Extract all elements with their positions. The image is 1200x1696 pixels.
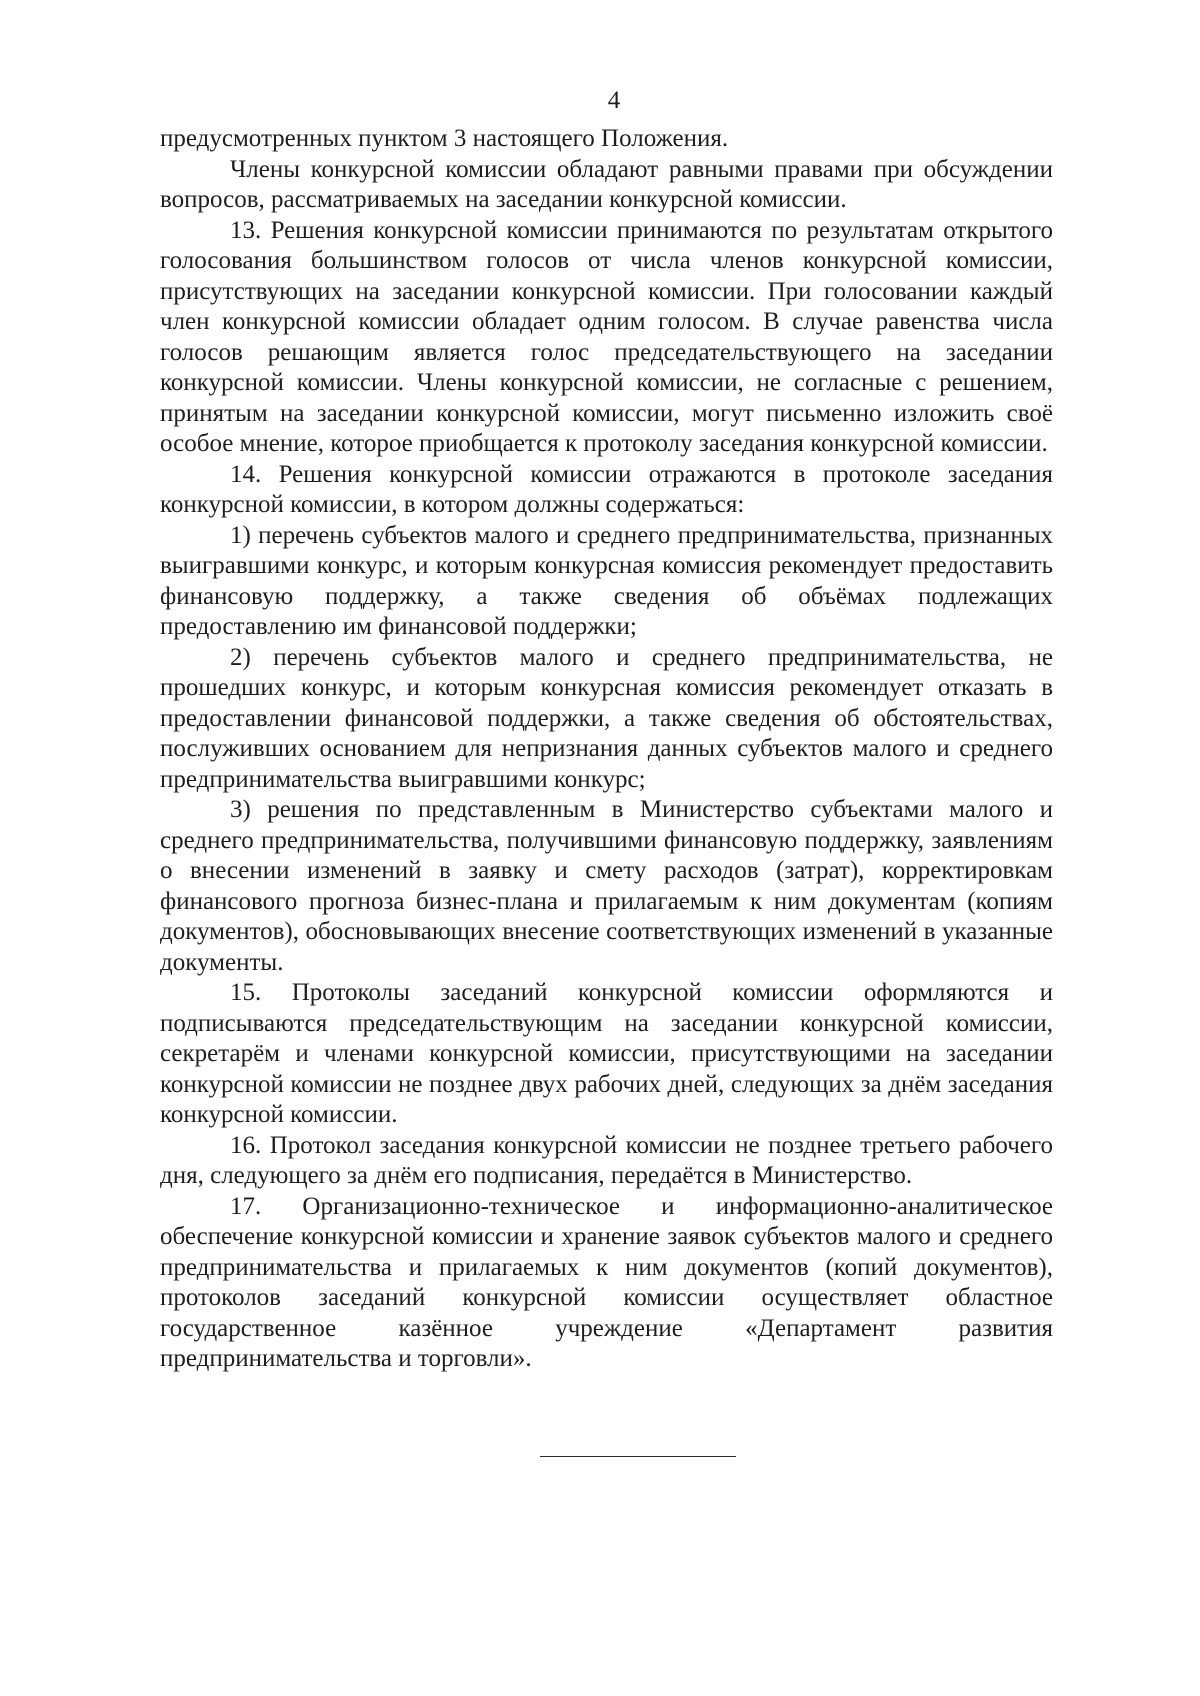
paragraph-13: 13. Решения конкурсной комиссии принимаются по результатам открытого голосования большинством голосов от числа членов конкурсной комиссии, присутствующих на заседании конкурсной комиссии. При голосовании каждый член конкурсной комиссии обладает одним голосом. В случае равенства числа голосов решающим является голос председательствующего на заседании конкурсной комиссии. Члены конкурсной комиссии, не согласные с решением, принятым на заседании конкурсной комиссии, могут письменно изложить своё особое мнение, которое приобщается к протоколу заседания конкурсной комиссии. (160, 216, 1053, 457)
paragraph-continuation: предусмотренных пунктом 3 настоящего Положения. (160, 125, 729, 152)
page-number: 4 (607, 87, 621, 114)
paragraph-14-item-3: 3) решения по представленным в Министерство субъектами малого и среднего предпринимательства, получившими финансовую поддержку, заявлениям о внесении изменений в заявку и смету расходов (затрат), корректировкам финансового прогноза бизнес-плана и прилагаемым к ним документам (копиям документов), обосновывающих внесение соответствующих изменений в указанные документы. (160, 796, 1053, 976)
paragraph-14-item-1: 1) перечень субъектов малого и среднего предпринимательства, признанных выигравшими конкурс, и которым конкурсная комиссия рекомендует предоставить финансовую поддержку, а также сведения об объёмах подлежащих предоставлению им финансовой поддержки; (160, 521, 1053, 640)
paragraph-15: 15. Протоколы заседаний конкурсной комиссии оформляются и подписываются председательствующим на заседании конкурсной комиссии, секретарём и членами конкурсной комиссии, присутствующими на заседании конкурсной комиссии не позднее двух рабочих дней, следующих за днём заседания конкурсной комиссии. (160, 979, 1053, 1128)
paragraph-14: 14. Решения конкурсной комиссии отражаются в протоколе заседания конкурсной комиссии, в котором должны содержаться: (160, 460, 1053, 518)
paragraph-members-rights: Члены конкурсной комиссии обладают равными правами при обсуждении вопросов, рассматриваемых на заседании конкурсной комиссии. (160, 155, 1053, 213)
paragraph-17: 17. Организационно-техническое и информационно-аналитическое обеспечение конкурсной комиссии и хранение заявок субъектов малого и среднего предпринимательства и прилагаемых к ним документов (копий документов), протоколов заседаний конкурсной комиссии осуществляет областное государственное казённое учреждение «Департамент развития предпринимательства и торговли». (160, 1192, 1053, 1372)
paragraph-14-item-2: 2) перечень субъектов малого и среднего предпринимательства, не прошедших конкурс, и которым конкурсная комиссия рекомендует отказать в предоставлении финансовой поддержки, а также сведения об обстоятельствах, послуживших основанием для непризнания данных субъектов малого и среднего предпринимательства выигравшими конкурс; (160, 643, 1053, 793)
document-body (160, 124, 1053, 1375)
end-separator-line (540, 1456, 736, 1458)
paragraph-16: 16. Протокол заседания конкурсной комиссии не позднее третьего рабочего дня, следующего за днём его подписания, передаётся в Министерство. (160, 1131, 1053, 1189)
